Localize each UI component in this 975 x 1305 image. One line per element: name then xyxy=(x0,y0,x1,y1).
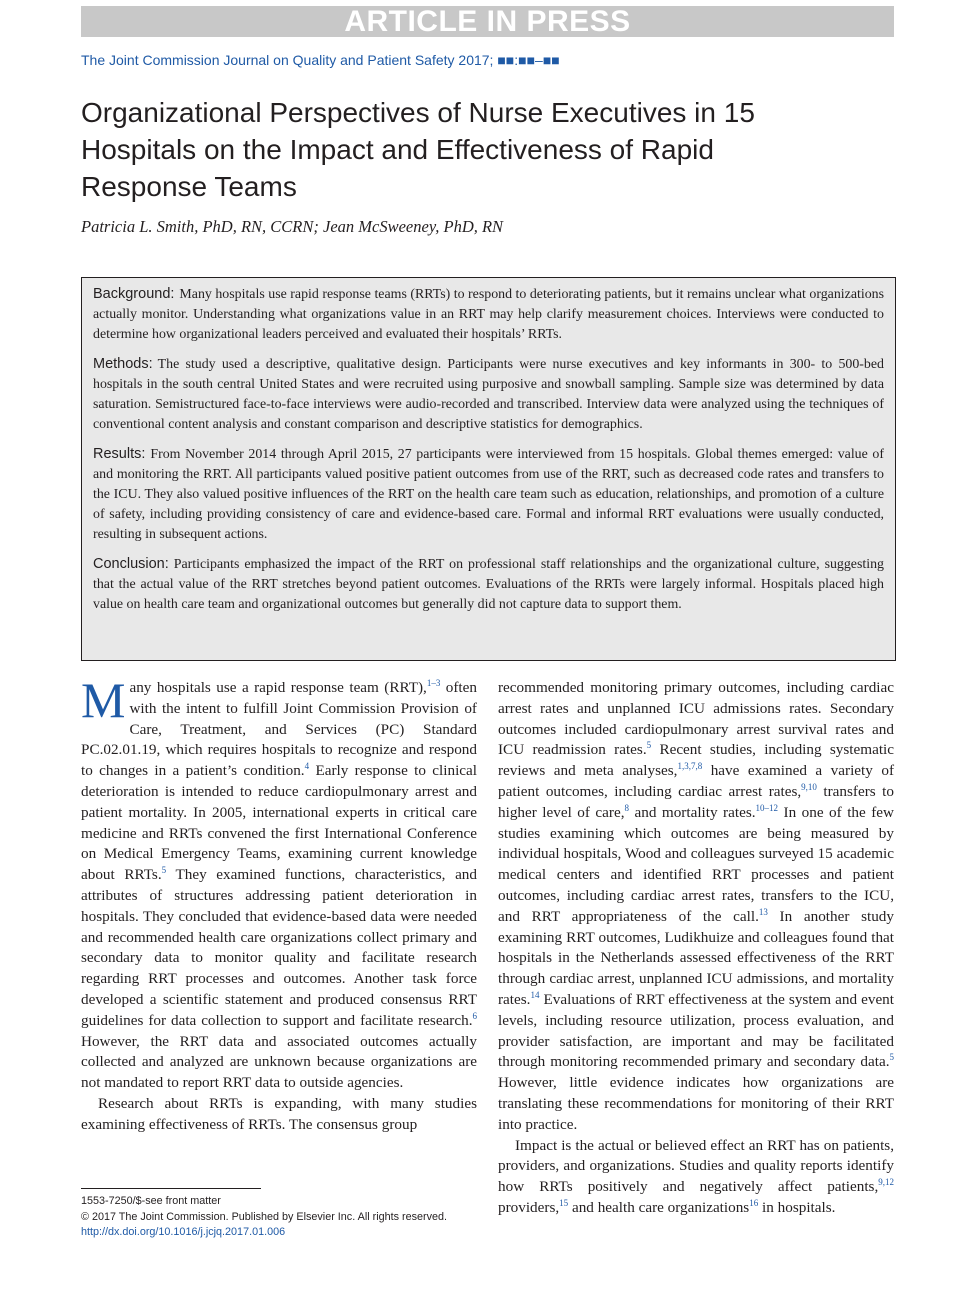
citation-ref[interactable]: 10–12 xyxy=(755,802,779,813)
citation-ref[interactable]: 13 xyxy=(758,906,768,917)
body-text-run: However, little evidence indicates how organizations are translating these recommendations for monitoring of their RRT into practice. xyxy=(498,1074,894,1133)
citation-ref[interactable]: 6 xyxy=(472,1010,477,1021)
article-in-press-banner: ARTICLE IN PRESS xyxy=(81,6,894,37)
research-paragraph: Research about RRTs is expanding, with many studies examining effectiveness of RRTs. The consensus group xyxy=(81,1094,477,1133)
footer-notes xyxy=(81,1194,447,1241)
results-text: From November 2014 through April 2015, 27 participants were interviewed from 15 hospitals. Global themes emerged: value of and monitoring the RRT. All participants valued positive patient outcomes from use of the RRT, such as decreased code rates and transfers to the ICU. They also valued positive influences of the RRT on the health care team such as education, relationships, and promotion of a culture of safety, including providing consistency of care and evidence-based care. Formal and informal RRT evaluations were usually conducted, resulting in subsequent actions. xyxy=(93,447,884,542)
background-text: Many hospitals use rapid response teams (RRTs) to respond to deteriorating patients, but it remains unclear what organizations actually monitor. Understanding what organizations value in an RRT may help clarify measurement choices. Interviews were conducted to determine how organizational leaders perceived and evaluated their hospitals’ RRTs. xyxy=(93,287,884,342)
body-text-run: in hospitals. xyxy=(758,1198,836,1216)
author-list: Patricia L. Smith, PhD, RN, CCRN; Jean McSweeney, PhD, RN xyxy=(81,217,504,236)
citation-ref[interactable]: 5 xyxy=(646,740,652,751)
impact-paragraph xyxy=(498,1136,894,1219)
body-text-run: and mortality rates. xyxy=(629,803,756,821)
citation-ref[interactable]: 5 xyxy=(889,1052,894,1063)
methods-text: The study used a descriptive, qualitative design. Participants were nurse executives and key informants in 300- to 500-bed hospitals in the south central United States and were recruited using purposive and snowball sampling. Sample size was determined by data saturation. Semistructured face-to-face interviews were audio-recorded and transcribed. Interview data were analyzed using the techniques of conventional content analysis and constant comparison and descriptive statistics for demographics. xyxy=(93,357,884,432)
conclusion-heading: Conclusion: xyxy=(93,556,169,572)
body-text-run: Recent studies, including systematic reviews and meta analyses, xyxy=(498,741,894,780)
doi-link[interactable]: http://dx.doi.org/10.1016/j.jcjq.2017.01.006 xyxy=(81,1226,286,1238)
body-text-run: They examined functions, characteristics, and attributes of structures addressing patient deterioration in hospitals. They concluded that evidence-based data were needed and recommended health care organizations collect primary and secondary data to monitor quality and facilitate research regarding RRT processes and outcomes. Another task force developed a scientific statement and produced consensus RRT guidelines for data collection to support and facilitate research. xyxy=(81,866,477,1029)
body-text-run: have examined a variety of patient outcomes, including cardiac arrest rates, xyxy=(498,762,895,800)
article-title: Organizational Perspectives of Nurse Executives in 15 Hospitals on the Impact and Effectiveness of Rapid Response Teams xyxy=(81,97,755,202)
body-column-left xyxy=(81,672,478,1136)
citation-ref[interactable]: 1,3,7,8 xyxy=(677,761,703,772)
background-heading: Background: xyxy=(93,286,175,302)
citation-ref[interactable]: 5 xyxy=(161,865,167,876)
abstract-results xyxy=(93,444,884,545)
abstract-conclusion xyxy=(93,554,884,615)
citation-ref[interactable]: 16 xyxy=(749,1197,759,1208)
body-text-run: often with the intent to fulfill Joint Commission Provision of Care, Treatment, and Services (PC) Standard PC.02.01.19, which requires hospitals to recognize and respond to changes in a patient’s condition. xyxy=(81,679,477,780)
citation-ref[interactable]: 15 xyxy=(559,1197,569,1208)
results-heading: Results: xyxy=(93,446,146,462)
body-text-run: However, the RRT data and associated outcomes actually collected and analyzed are unknown because organizations are not mandated to report RRT data to outside agencies. xyxy=(81,1032,477,1092)
abstract-background xyxy=(93,284,884,345)
citation-ref[interactable]: 8 xyxy=(624,802,629,813)
footer-divider xyxy=(81,1188,261,1189)
body-text-run: any hospitals use a rapid response team (RRT), xyxy=(129,679,427,696)
citation-ref[interactable]: 9,10 xyxy=(801,781,817,792)
copyright-line: © 2017 The Joint Commission. Published by Elsevier Inc. All rights reserved. xyxy=(81,1210,448,1223)
methods-heading: Methods: xyxy=(93,356,153,372)
issn-line: 1553-7250/$-see front matter xyxy=(81,1195,221,1207)
outcomes-paragraph xyxy=(498,678,894,1136)
body-text-run: transfers to higher level of care, xyxy=(498,782,894,821)
body-text-run: providers, xyxy=(498,1198,560,1216)
body-text-run: In another study examining RRT outcomes, Ludikhuize and colleagues found that hospitals in the Netherlands assessed effectiveness of the RRT through cardiac arrest, unplanned ICU admissions, and mortality rates. xyxy=(498,907,894,1008)
section-divider xyxy=(81,660,894,661)
body-column-right xyxy=(498,678,894,1219)
body-text-run: recommended monitoring primary outcomes, including cardiac arrest rates and unplanned ICU admissions rates. Secondary outcomes included cardiopulmonary arrest survival rates and ICU readmission rates. xyxy=(498,679,894,759)
citation-ref[interactable]: 1–3 xyxy=(426,678,441,688)
body-text-run: and health care organizations xyxy=(568,1198,750,1216)
drop-cap: M xyxy=(81,672,126,728)
abstract-box xyxy=(81,277,896,661)
body-text-run: In one of the few studies examining which outcomes are being measured by individual hospitals, Wood and colleagues surveyed 15 academic medical centers and identified RRT processes and patient outcomes, including cardiac arrest rates, transfers to the ICU, and RRT appropriateness of the call. xyxy=(498,803,894,925)
intro-text xyxy=(81,672,478,1092)
body-text-run: Evaluations of RRT effectiveness at the system and event levels, including resource utilization, process evaluation, and provider satisfaction, are important and may be facilitated through monitoring recommended primary and secondary data. xyxy=(498,990,894,1071)
citation-ref[interactable]: 4 xyxy=(304,761,310,772)
citation-ref[interactable]: 9,12 xyxy=(878,1177,894,1188)
abstract-methods xyxy=(93,354,884,435)
intro-paragraph xyxy=(81,672,478,1094)
citation-ref[interactable]: 14 xyxy=(530,989,540,1000)
body-text-run: Early response to clinical deterioration is intended to reduce cardiopulmonary arrest and patient mortality. In 2005, international experts in critical care medicine and RRTs convened the first International Conference on Medical Emergency Teams, examining current knowledge about RRTs. xyxy=(81,762,478,884)
conclusion-text: Participants emphasized the impact of the RRT on professional staff relationships and the organizational culture, suggesting that the actual value of the RRT stretches beyond patient outcomes. Evaluations of the RRTs were largely informal. Hospitals placed high value on health care team and organizational outcomes but generally did not capture data to support them. xyxy=(93,557,884,612)
journal-citation: The Joint Commission Journal on Quality and Patient Safety 2017; ■■:■■–■■ xyxy=(81,52,560,68)
body-text-run: Impact is the actual or believed effect an RRT has on patients, providers, and organizations. Studies and quality reports identify how RRTs positively and negatively affect patients, xyxy=(498,1136,894,1196)
